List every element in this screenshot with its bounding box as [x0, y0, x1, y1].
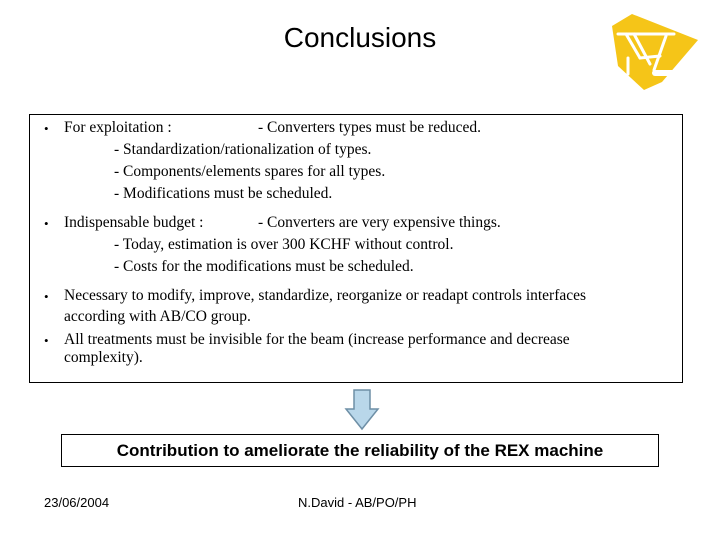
exploitation-line: - Converters types must be reduced. [258, 119, 481, 136]
budget-line: - Today, estimation is over 300 KCHF without control. [114, 236, 454, 253]
exploitation-line: - Standardization/rationalization of types. [114, 141, 372, 158]
crane-logo-icon [604, 12, 700, 92]
slide-title: Conclusions [283, 22, 437, 53]
treatments-line: complexity). [64, 349, 143, 366]
exploitation-label: For exploitation : [64, 119, 172, 136]
conclusion-box: Contribution to ameliorate the reliability of the REX machine [61, 434, 659, 467]
bullet: • [44, 121, 49, 136]
bullet: • [44, 289, 49, 304]
footer-author: N.David - AB/PO/PH [298, 495, 417, 510]
bullet: • [44, 216, 49, 231]
budget-line: - Converters are very expensive things. [258, 214, 501, 231]
bullet: • [44, 333, 49, 348]
modify-line: Necessary to modify, improve, standardize, reorganize or readapt controls interfaces [64, 287, 587, 304]
exploitation-line: - Components/elements spares for all types. [114, 163, 386, 180]
budget-line: - Costs for the modifications must be scheduled. [114, 258, 414, 275]
modify-line: according with AB/CO group. [64, 308, 251, 325]
footer-date: 23/06/2004 [44, 495, 110, 510]
down-arrow-icon [344, 389, 380, 431]
treatments-line: All treatments must be invisible for the beam (increase performance and decrease [64, 331, 570, 348]
budget-label: Indispensable budget : [64, 214, 204, 231]
exploitation-line: - Modifications must be scheduled. [114, 185, 333, 202]
